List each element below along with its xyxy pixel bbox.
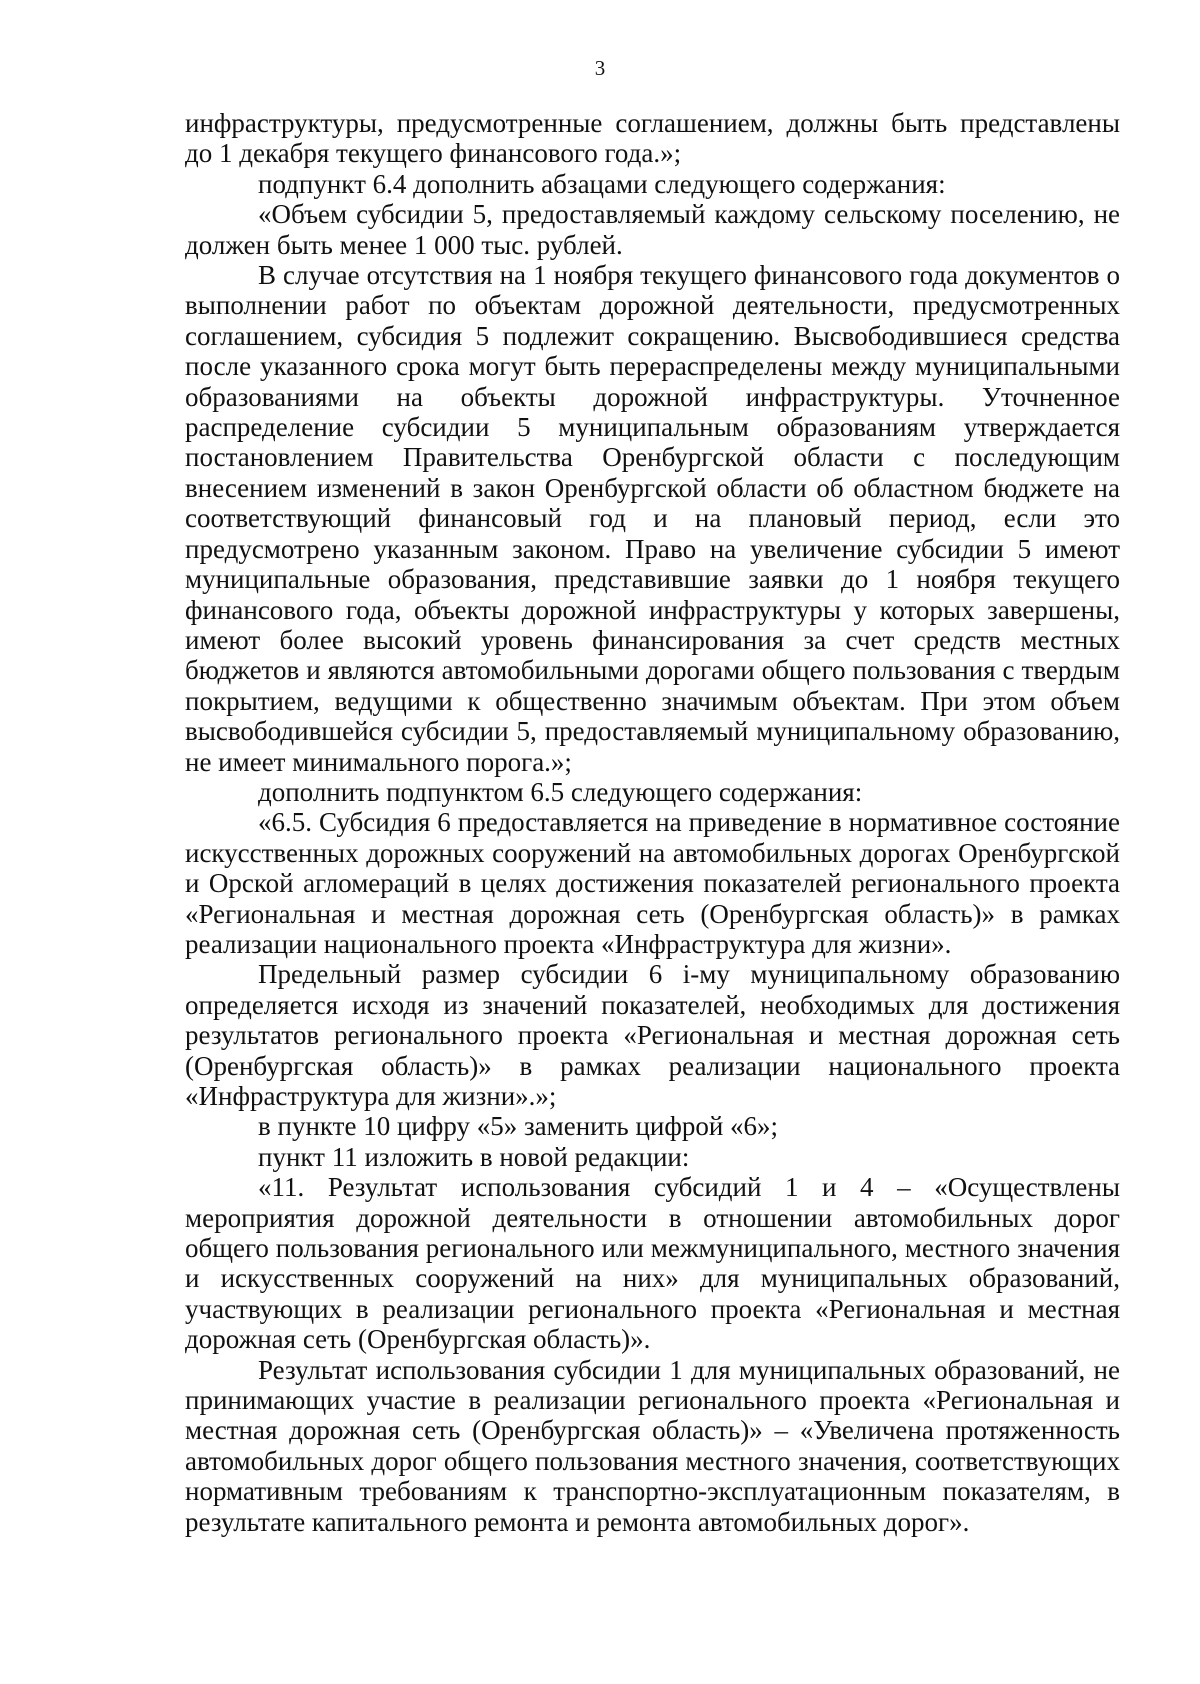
paragraph-result-1: Результат использования субсидии 1 для муниципальных образований, не принимающих участие в реализации регионального проекта «Региональная и местная дорожная сеть (Оренбургская область)» – «Увеличена протяженность автомобильных дорог общего пользования местного значения, соответствующих нормативным требованиям к транспортно-эксплуатационным показателям, в результате капитального ремонта и ремонта автомобильных дорог». xyxy=(185,1354,1120,1537)
paragraph-point-11: пункт 11 изложить в новой редакции: xyxy=(258,1141,690,1172)
paragraph-subsidy-5-reduction: В случае отсутствия на 1 ноября текущего финансового года документов о выполнении работ по объектам дорожной деятельности, предусмотренных соглашением, субсидия 5 подлежит сокращению. Высвободившиеся средства после указанного срока могут быть перераспределены между муниципальными образованиями на объекты дорожной инфраструктуры. Уточненное распределение субсидии 5 муниципальным образованиям утверждается постановлением Правительства Оренбургской области с последующим внесением изменений в закон Оренбургской области об областном бюджете на соответствующий финансовый год и на плановый период, если это предусмотрено указанным законом. Право на увеличение субсидии 5 имеют муниципальные образования, представившие заявки до 1 ноября текущего финансового года, объекты дорожной инфраструктуры у которых завершены, имеют более высокий уровень финансирования за счет средств местных бюджетов и являются автомобильными дорогами общего пользования с твердым покрытием, ведущими к общественно значимым объектам. При этом объем высвободившейся субсидии 5, предоставляемый муниципальному образованию, не имеет минимального порога.»; xyxy=(185,260,1120,777)
paragraph-point-10: в пункте 10 цифру «5» заменить цифрой «6»; xyxy=(258,1111,779,1142)
paragraph-subsidy-6-limit: Предельный размер субсидии 6 i-му муниципальному образованию определяется исходя из значений показателей, необходимых для достижения результатов регионального проекта «Региональная и местная дорожная сеть (Оренбургская область)» в рамках реализации национального проекта «Инфраструктура для жизни».»; xyxy=(185,959,1120,1111)
page-number: 3 xyxy=(594,56,606,80)
paragraph-amend-6-4: подпункт 6.4 дополнить абзацами следующего содержания: xyxy=(258,168,946,199)
paragraph-subsidy-6: «6.5. Субсидия 6 предоставляется на приведение в нормативное состояние искусственных дорожных сооружений на автомобильных дорогах Оренбургской и Орской агломераций в целях достижения показателей регионального проекта «Региональная и местная дорожная сеть (Оренбургская область)» в рамках реализации национального проекта «Инфраструктура для жизни». xyxy=(185,807,1120,959)
paragraph-subsidy-5-volume: «Объем субсидии 5, предоставляемый каждому сельскому поселению, не должен быть менее 1 000 тыс. рублей. xyxy=(185,199,1120,260)
document-body xyxy=(185,108,1120,1537)
paragraph-result-1-4: «11. Результат использования субсидий 1 и 4 – «Осуществлены мероприятия дорожной деятельности в отношении автомобильных дорог общего пользования регионального или межмуниципального, местного значения и искусственных сооружений на них» для муниципальных образований, участвующих в реализации регионального проекта «Региональная и местная дорожная сеть (Оренбургская область)». xyxy=(185,1172,1120,1355)
paragraph-continuation: инфраструктуры, предусмотренные соглашением, должны быть представлены до 1 декабря текущего финансового года.»; xyxy=(185,108,1120,169)
paragraph-add-6-5: дополнить подпунктом 6.5 следующего содержания: xyxy=(258,776,863,807)
